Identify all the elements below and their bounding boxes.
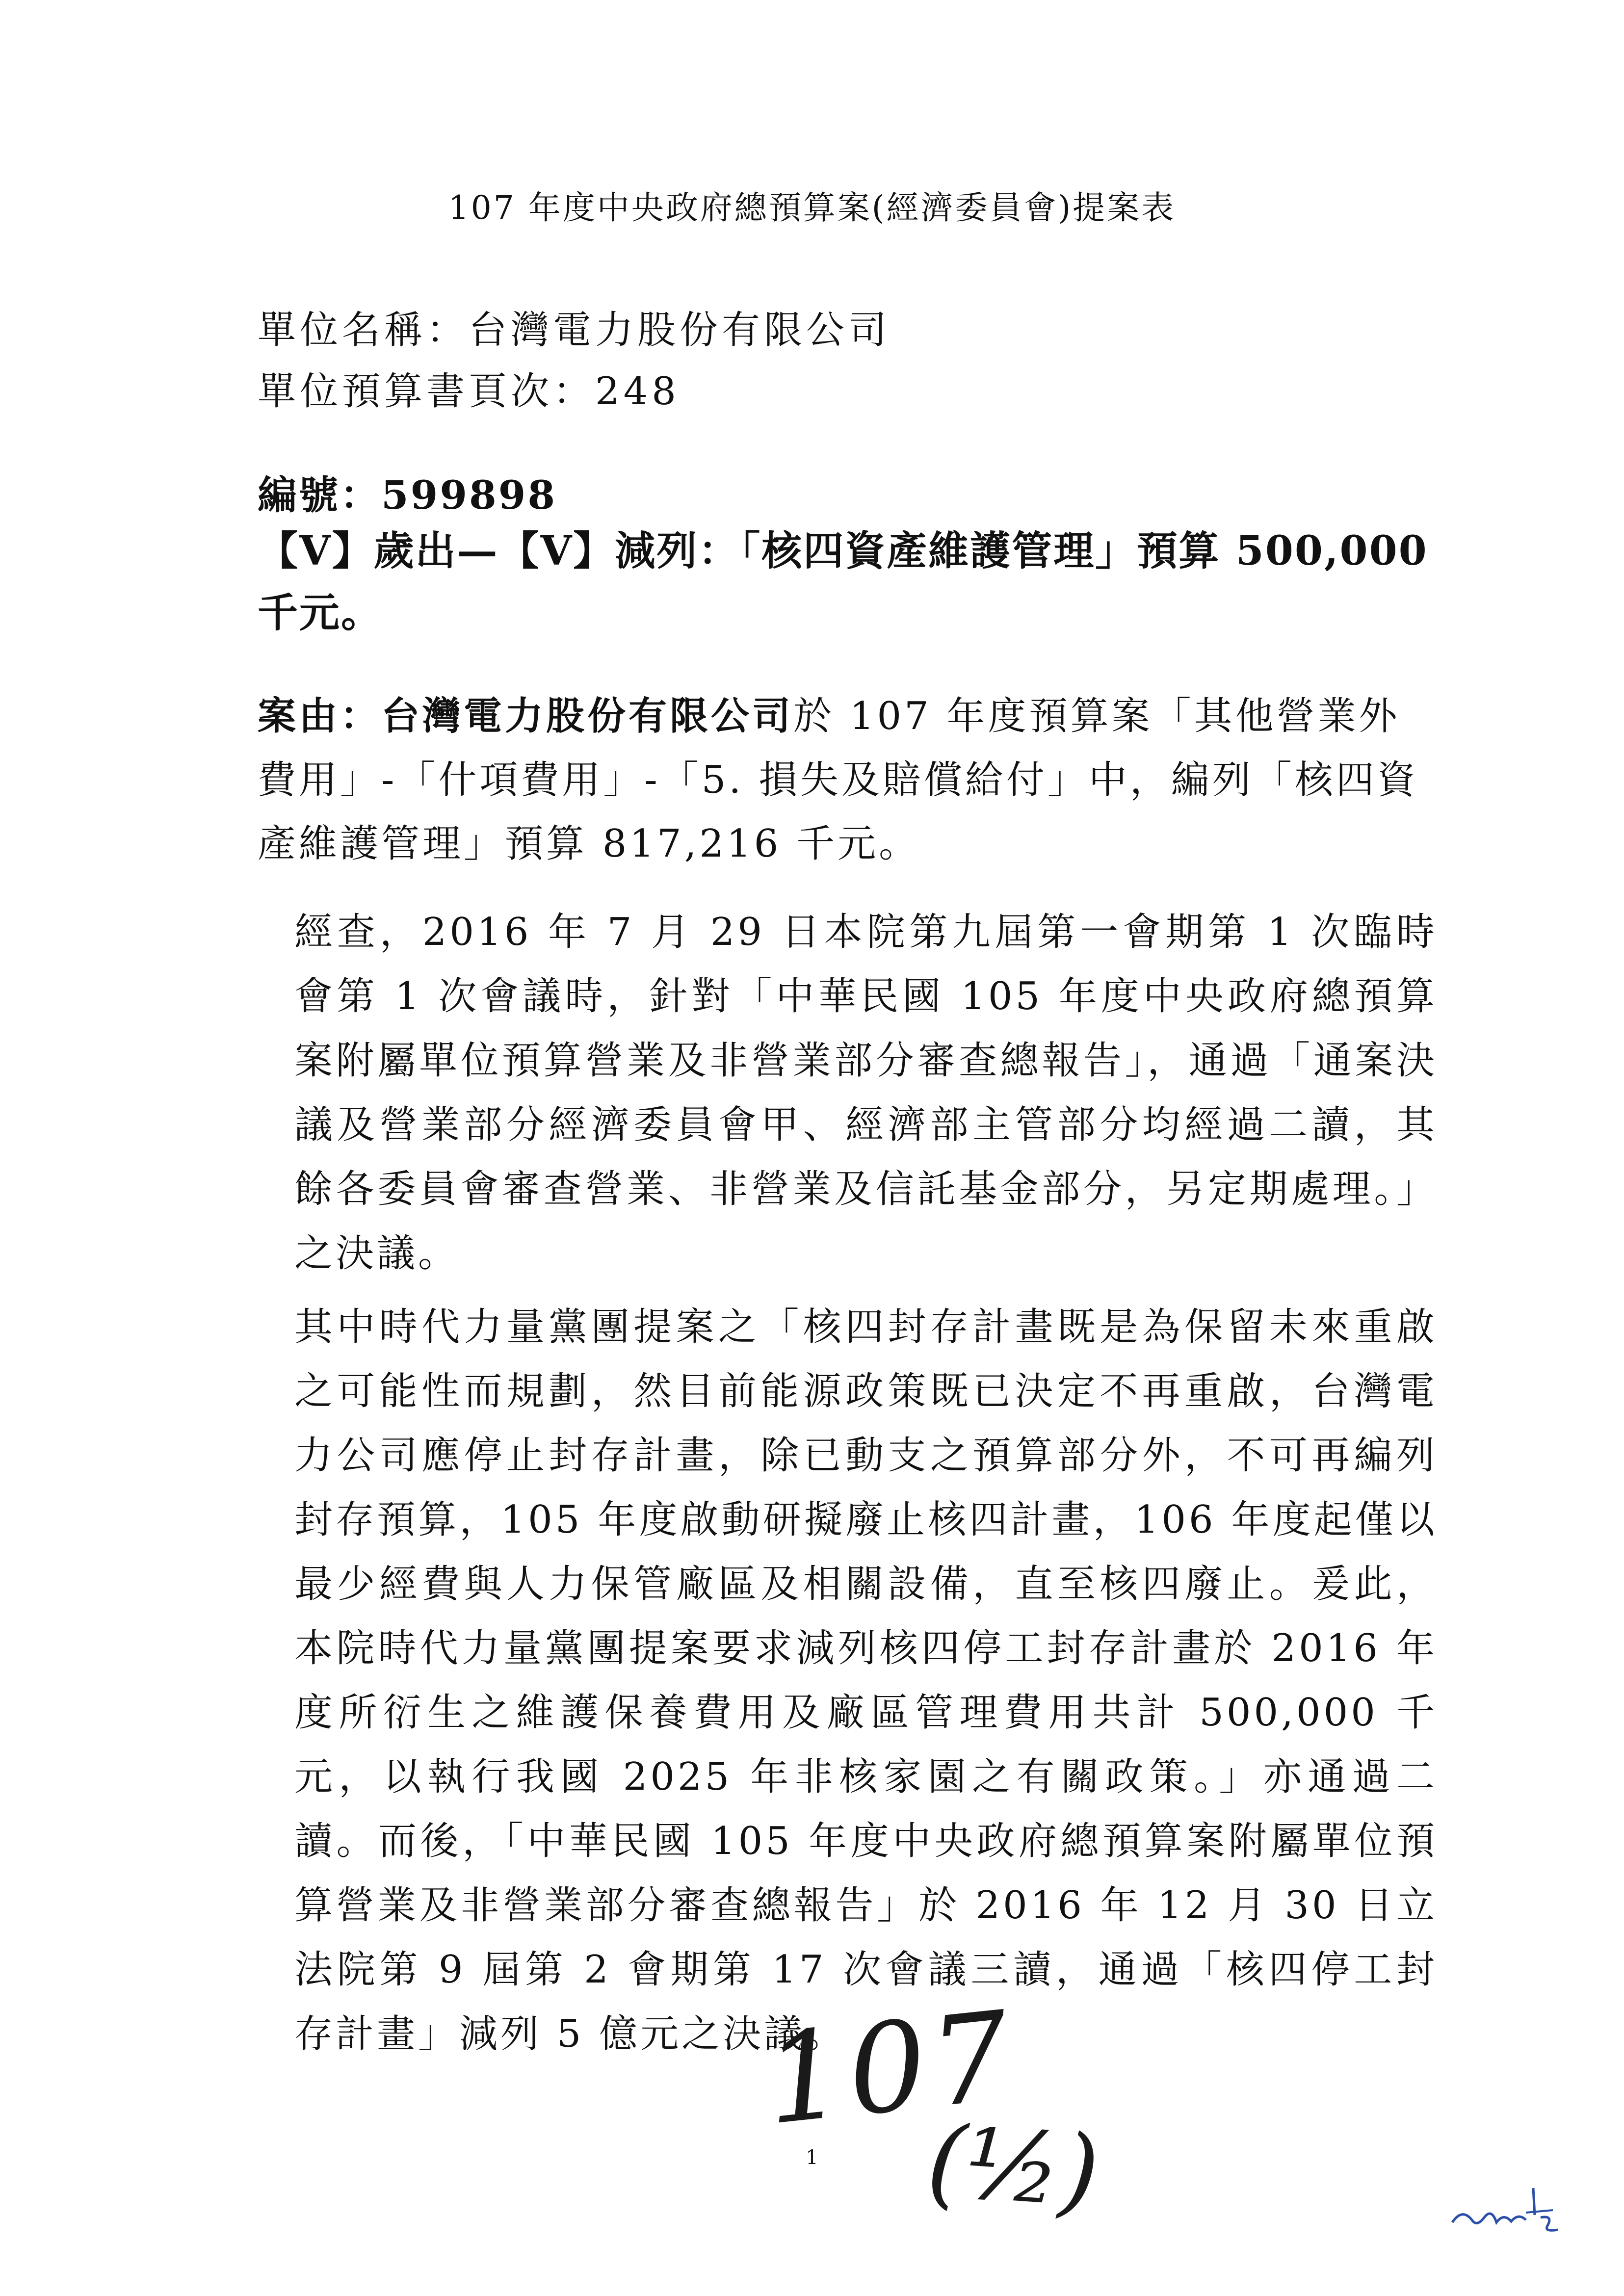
- unit-budget-page: 單位預算書頁次：248: [258, 369, 680, 414]
- proposal-reason: [258, 684, 1420, 876]
- proposal-number: 編號：599898: [258, 472, 557, 518]
- document-title: 107 年度中央政府總預算案(經濟委員會)提案表: [448, 189, 1176, 227]
- page-number: 1: [806, 2146, 818, 2169]
- proposal-motion: 【V】歲出—【V】減列：「核四資產維護管理」預算 500,000 千元。: [258, 527, 1428, 636]
- reason-text: 於 107 年度預算案「其他營業外費用」-「什項費用」-「5. 損失及賠償給付」中，編列「核四資產維護管理」預算 817,216 千元。: [258, 694, 1418, 866]
- unit-name: 單位名稱：台灣電力股份有限公司: [258, 308, 891, 352]
- handwritten-fraction: (½): [923, 2104, 1103, 2230]
- paragraph-proposal-history: 其中時代力量黨團提案之「核四封存計畫既是為保留未來重啟之可能性而規劃，然目前能源政策既已決定不再重啟，台灣電力公司應停止封存計畫，除已動支之預算部分外，不可再編列封存預算，105 年度啟動研擬廢止核四計畫，106 年度起僅以最少經費與人力保管廠區及相關設備，直至核四廢止。爰此，本院時代力量黨團提案要求減列核四停工封存計畫於 2016 年度所衍生之維護保養費用及廠區管理費用共計 500,000 千元，以執行我國 2025 年非核家園之有關政策。」亦通過二讀。而後，「中華民國 105 年度中央政府總預算案附屬單位預算營業及非營業部分審查總報告」於 2016 年 12 月 30 日立法院第 9 屆第 2 會期第 17 次會議三讀，通過「核四停工封存計畫」減列 5 億元之決議。: [294, 1305, 1438, 2056]
- paragraph-review: 經查，2016 年 7 月 29 日本院第九屆第一會期第 1 次臨時會第 1 次會議時，針對「中華民國 105 年度中央政府總預算案附屬單位預算營業及非營業部分審查總報告」，通過「通案決議及營業部分經濟委員會甲、經濟部主管部分均經過二讀，其餘各委員會審查營業、非營業及信託基金部分，另定期處理。」之決議。: [294, 910, 1438, 1276]
- handwritten-annotation: 107: [759, 1984, 1022, 2152]
- reason-organization: 台灣電力股份有限公司: [381, 694, 794, 738]
- reason-label: 案由：: [258, 694, 382, 738]
- signature-mark: [1447, 2178, 1570, 2237]
